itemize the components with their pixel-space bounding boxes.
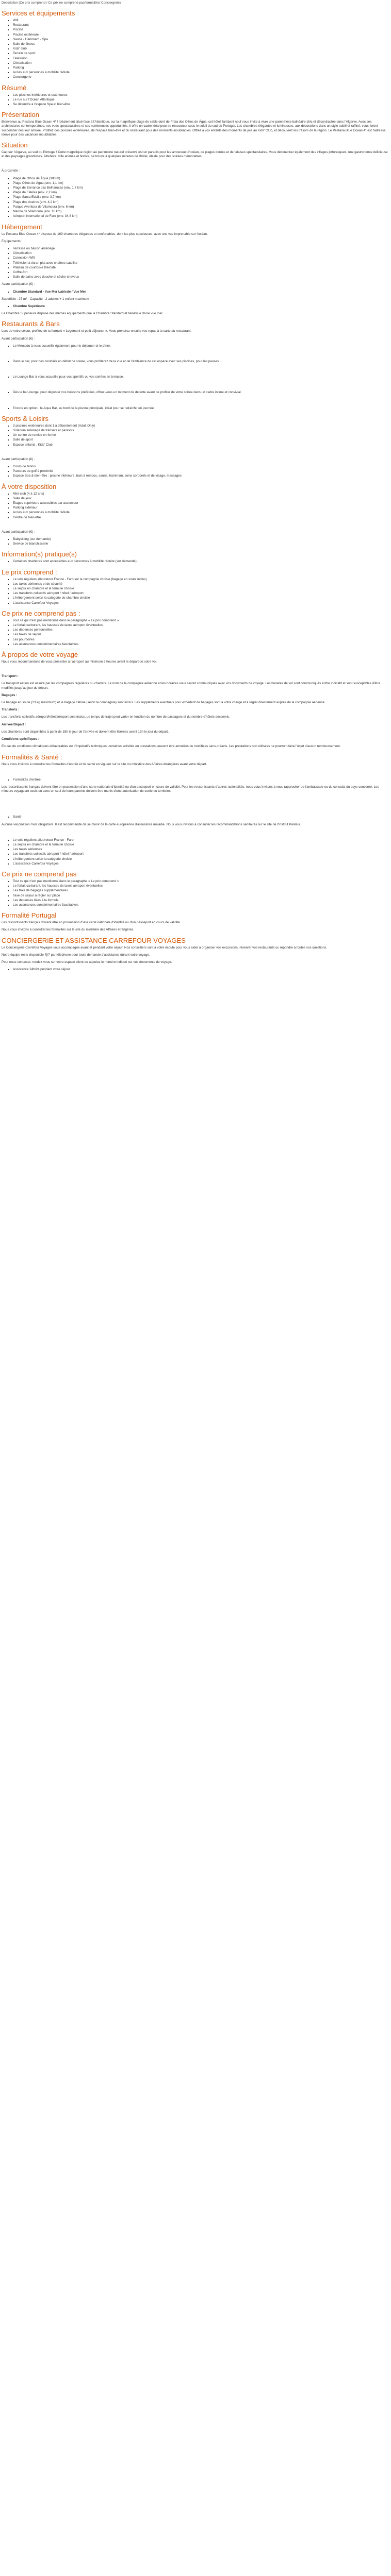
presentation-heading: Présentation bbox=[2, 111, 39, 119]
list-item: ▪ Les assurances complémentaires facultatives bbox=[13, 642, 389, 647]
transferts-label: Transferts : bbox=[2, 708, 20, 712]
list-item: ▪ Les transferts collectifs aéroport / hôtel / aéroport bbox=[13, 852, 389, 856]
list-item: ▪ Climatisation bbox=[13, 61, 389, 65]
situation-text: Cap sur l'Algarve, au sud du Portugal ! Cette magnifique région au patrimoine naturel préservé est un paradis pour les amoureux d'océan, de plages dorées et de falaises spectaculaires. Vous découvrirez également des villages pittoresques, une gastronomie délicieuse et des paysages grandioses. Albufeira, ville animée et festive, se trouve à quelques minutes de l'hôtel, idéale pour des soirées mémorables. bbox=[2, 150, 388, 159]
list-item: ▪ Kids' club bbox=[13, 47, 389, 51]
list-item: ▪ Les taxes de séjour bbox=[13, 633, 389, 637]
list-item: ▪ Mini-club (4 à 12 ans) bbox=[13, 492, 389, 496]
formalites-text: Nous vous invitons à consulter les formalités d'entrée et de santé en vigueur sur le site du ministère des Affaires étrangères avant votre départ. bbox=[2, 762, 207, 766]
list-item: ▪ Babysitting (sur demande) bbox=[13, 537, 389, 541]
list-item: ▪ Le vols réguliers aller/retour France - Faro sur la compagnie choisie (bagage en soute inclus) bbox=[13, 578, 389, 582]
list-item: ▪ Terrasse ou balcon aménagé bbox=[13, 247, 389, 251]
room-type: ▪ Chambre Supérieure bbox=[13, 304, 389, 309]
list-item: ▪ Le séjour en chambre et la formule choisie bbox=[13, 843, 389, 847]
list-item: ▪ Marina de Vilamoura (env. 10 km) bbox=[13, 210, 389, 214]
equipment-label: Équipements : bbox=[2, 239, 23, 243]
list-item: ▪ Salle de fitness bbox=[13, 42, 389, 46]
list-item: ▪ Tout ce qui n'est pas mentionné dans le paragraphe « Le prix comprend » bbox=[13, 879, 389, 884]
list-item: ▪ Les taxes aériennes bbox=[13, 848, 389, 852]
restaurants-list bbox=[2, 344, 389, 348]
formalite-portugal-text: Les ressortissants français doivent être en possession d'une carte nationale d'identité ou d'un passeport en cours de validité. bbox=[2, 921, 181, 925]
availability-label: Avant participation (€) : bbox=[2, 282, 35, 286]
equipment-list bbox=[2, 247, 389, 279]
ne-comprend-bis-list bbox=[2, 879, 389, 907]
famille-list-2 bbox=[2, 537, 389, 546]
list-item: ▪ Aéroport international de Faro (env. 34,8 km) bbox=[13, 214, 389, 218]
product-description bbox=[0, 0, 391, 972]
list-item: ▪ Le forfait carburant, les hausses de taxes aéroport éventuelles bbox=[13, 623, 389, 628]
room-list-2 bbox=[2, 304, 389, 309]
list-item: ▪ Télévision à écran plat avec chaînes satellite bbox=[13, 261, 389, 265]
list-item: ▪ Conciergerie bbox=[13, 75, 389, 79]
list-item: ▪ Certaines chambres sont accessibles aux personnes à mobilité réduite (sur demande) bbox=[13, 560, 389, 564]
list-item: ▪ Les frais de bagages supplémentaires bbox=[13, 889, 389, 893]
list-item: ▪ Piscine extérieure bbox=[13, 33, 389, 37]
list-item: ▪ Dès le bar-lounge, pour déguster vos boissons préférées, offrez-vous un moment de détente avant de profiter de votre soirée dans un cadre intime et convivial. bbox=[13, 391, 389, 395]
list-item: ▪ Un centre de remise en forme bbox=[13, 433, 389, 437]
ne-comprend-bis-heading: Ce prix ne comprend pas bbox=[2, 870, 77, 878]
sante-sub-list bbox=[2, 838, 389, 866]
restaurants-list-d bbox=[2, 391, 389, 395]
list-item: ▪ Coffre-fort bbox=[13, 270, 389, 275]
restaurants-list-e bbox=[2, 406, 389, 411]
restaurants-heading: Restaurants & Bars bbox=[2, 320, 60, 328]
restaurants-text: Lors de votre séjour, profitez de la formule « Logement et petit déjeuner ». Vous prendrez ensuite vos repas à la carte au restaurant. bbox=[2, 329, 192, 333]
hebergement-heading: Hébergement bbox=[2, 223, 42, 231]
nearby-list bbox=[2, 177, 389, 219]
list-item: ▪ Parcours de golf à proximité bbox=[13, 469, 389, 473]
prix-ne-comprend-heading: Ce prix ne comprend pas : bbox=[2, 609, 80, 617]
transferts-text: Les transferts collectifs aéroport/hôtel/aéroport sont inclus. Le temps de trajet peut varier en fonction du nombre de passagers et du nombre d'hôtels desservis. bbox=[2, 715, 230, 719]
prix-comprend-heading: Le prix comprend : bbox=[2, 568, 57, 576]
list-item: ▪ Climatisation bbox=[13, 251, 389, 256]
list-item: ▪ Cours de tennis bbox=[13, 465, 389, 469]
list-item: ▪ Les taxes aériennes et de sécurité bbox=[13, 582, 389, 586]
restaurants-avail-label: Avant participation (€) : bbox=[2, 336, 35, 341]
sports-list-2 bbox=[2, 465, 389, 479]
list-item: ▪ Encore en option : le Aqua Bar, au bord de la piscine principale, idéal pour se rafraîchir en journée. bbox=[13, 406, 389, 411]
transport-label: Transport : bbox=[2, 674, 19, 679]
infos-heading: Information(s) pratique(s) bbox=[2, 550, 77, 558]
list-item: ▪ Plage Olhos de Água (env. 1,1 km) bbox=[13, 181, 389, 185]
list-item: ▪ Espace Spa & bien-être : piscine intérieure, bain à remous, sauna, hammam, soins corporels et de visage, massages bbox=[13, 474, 389, 478]
conciergerie-text: Le Conciergerie Carrefour Voyages vous accompagne avant et pendant votre séjour. Nos conseillers sont à votre écoute pour vous aider à organiser vos excursions, réserver vos restaurants ou répondre à toutes vos questions. bbox=[2, 945, 328, 950]
services-heading: Services et équipements bbox=[2, 9, 75, 17]
resume-heading: Résumé bbox=[2, 83, 27, 92]
list-item: ▪ Dans le bar, pour des cocktails en début de soirée, vous profiterez de la vue et de l'ambiance de cet espace avec ses piscines, pour les pauses. bbox=[13, 360, 389, 364]
list-item: ▪ Service de blanchisserie bbox=[13, 542, 389, 546]
list-item: ▪ Connexion Wifi bbox=[13, 256, 389, 260]
list-item: ▪ L'assistance Carrefour Voyages bbox=[13, 862, 389, 866]
formalite-portugal-text-2: Nous vous invitons à consulter les formalités sur le site du ministère des Affaires étrangères. bbox=[2, 928, 135, 932]
formalite-portugal-heading: Formalité Portugal bbox=[2, 911, 57, 920]
propos-heading: À propos de votre voyage bbox=[2, 651, 78, 659]
conditions-label: Conditions spécifiques : bbox=[2, 737, 40, 741]
list-item: ▪ Parque Aventura de Vilamoura (env. 6 km) bbox=[13, 205, 389, 209]
famille-list bbox=[2, 492, 389, 520]
propos-text: Nous vous recommandons de vous présenter à l'aéroport au minimum 2 heures avant le départ de votre vol. bbox=[2, 660, 157, 664]
list-item: ▪ Santé bbox=[13, 815, 389, 819]
conciergerie-text-2: Notre équipe reste disponible 7j/7 par téléphone pour toute demande d'assistance durant votre voyage. bbox=[2, 953, 150, 957]
list-item: ▪ Étages supérieurs accessibles par ascenseur bbox=[13, 501, 389, 505]
list-item: ▪ Restaurant bbox=[13, 23, 389, 27]
list-item: ▪ Plage de Barranco das Belharucas (env. 1,7 km) bbox=[13, 186, 389, 190]
list-item: ▪ Terrain de sport bbox=[13, 52, 389, 56]
situation-label: À proximité : bbox=[2, 169, 20, 173]
sports-list bbox=[2, 424, 389, 447]
list-item: ▪ Accès aux personnes à mobilité réduite bbox=[13, 511, 389, 515]
formalites-list bbox=[2, 778, 389, 782]
conciergerie-text-3: Pour nous contacter, rendez-vous sur votre espace client ou appelez le numéro indiqué sur vos documents de voyage. bbox=[2, 960, 172, 964]
bagages-label: Bagages : bbox=[2, 693, 18, 697]
list-item: ▪ L'hébergement selon la catégorie de chambre choisie bbox=[13, 596, 389, 600]
restaurants-list-b bbox=[2, 360, 389, 364]
sports-heading: Sports & Loisirs bbox=[2, 414, 49, 422]
list-item: ▪ Assistance 24h/24 pendant votre séjour bbox=[13, 968, 389, 972]
list-item: ▪ Le vols réguliers aller/retour France - Faro bbox=[13, 838, 389, 842]
list-item: ▪ Le Mercado à nous accueillir également pour le déjeuner et le dîner. bbox=[13, 344, 389, 348]
sante-list bbox=[2, 815, 389, 819]
sante-detail: Aucune vaccination n'est obligatoire. Il est recommandé de se munir de la carte européenne d'assurance maladie. Nous vous invitons à consulter les recommandations sanitaires sur le site de l'Institut Pasteur. bbox=[2, 822, 301, 826]
prix-comprend-list bbox=[2, 578, 389, 605]
famille-heading: À votre disposition bbox=[2, 482, 57, 490]
list-item: ▪ Espace enfants : Kids' Club bbox=[13, 443, 389, 447]
services-list bbox=[2, 19, 389, 80]
list-item: ▪ Centre de bien-être bbox=[13, 516, 389, 520]
infos-list bbox=[2, 560, 389, 564]
conciergerie-list bbox=[2, 968, 389, 972]
list-item: ▪ Plage de Olhos de Água (300 m) bbox=[13, 177, 389, 181]
situation-heading: Situation bbox=[2, 141, 28, 149]
room-type: ▪ Chambre Standard - Vue Mer Latérale / Vue Mer bbox=[13, 290, 389, 294]
arrivee-text: Les chambres sont disponibles à partir de 15h le jour de l'arrivée et doivent être libérées avant 12h le jour du départ. bbox=[2, 730, 169, 734]
list-item: ▪ Plage da Falésia (env. 2,2 km) bbox=[13, 191, 389, 195]
list-item: ▪ Les transferts collectifs aéroport / hôtel / aéroport bbox=[13, 591, 389, 596]
list-item: ▪ Les assurances complémentaires facultatives bbox=[13, 903, 389, 907]
restaurants-list-c bbox=[2, 375, 389, 379]
resume-list bbox=[2, 93, 389, 107]
conditions-text: En cas de conditions climatiques défavorables ou d'impératifs techniques, certaines activités ou prestations peuvent être annulées ou modifiées sans préavis. Les prestations non utilisées ne pourront faire l'objet d'aucun remboursement. bbox=[2, 744, 341, 749]
list-item: ▪ Les pourboires bbox=[13, 638, 389, 642]
conciergerie-heading: CONCIERGERIE ET ASSISTANCE CARREFOUR VOYAGES bbox=[2, 936, 186, 944]
list-item: ▪ Le forfait carburant, les hausses de taxes aéroport éventuelles bbox=[13, 884, 389, 888]
list-item: ▪ Tout ce qui n'est pas mentionné dans le paragraphe « Le prix comprend » bbox=[13, 619, 389, 623]
formalites-detail: Les ressortissants français doivent être en possession d'une carte nationale d'identité ou d'un passeport en cours de validité. Pour les ressortissants d'autres nationalités, nous vous invitons à vous rapprocher de l'ambassade ou du consulat du pays concerné. Les mineurs voyageant seuls ou avec un seul de leurs parents doivent être munis d'une autorisation de sortie du territoire. bbox=[2, 785, 379, 793]
room-list bbox=[2, 290, 389, 294]
sports-avail-label: Avant participation (€) : bbox=[2, 457, 35, 461]
list-item: ▪ Se détendre à l'espace Spa et bien-être bbox=[13, 103, 389, 107]
list-item: ▪ Les dépenses liées à la formule bbox=[13, 899, 389, 903]
list-item: ▪ L'assistance Carrefour Voyages bbox=[13, 601, 389, 605]
list-item: ▪ Parking extérieur bbox=[13, 506, 389, 510]
list-item: ▪ Piscine bbox=[13, 28, 389, 32]
list-item: ▪ Parking bbox=[13, 66, 389, 70]
prix-ne-comprend-list bbox=[2, 619, 389, 647]
room-note: Superficie : 27 m² - Capacité : 2 adultes + 1 enfant maximum bbox=[2, 297, 89, 301]
list-item: ▪ Plateau de courtoisie thé/café bbox=[13, 266, 389, 270]
list-item: ▪ Wifi bbox=[13, 19, 389, 23]
room-note-2: La Chambre Supérieure dispose des mêmes équipements que la Chambre Standard et bénéficie d'une vue mer. bbox=[2, 312, 164, 316]
list-item: ▪ Taxe de séjour à régler sur place bbox=[13, 894, 389, 898]
list-item: ▪ Le Lounge Bar à vous accueille pour vos apéritifs ou vos soirées en terrasse. bbox=[13, 375, 389, 379]
list-item: ▪ Salle de jeux bbox=[13, 497, 389, 501]
list-item: ▪ Les dépenses personnelles bbox=[13, 628, 389, 632]
formalites-heading: Formalités & Santé : bbox=[2, 753, 62, 761]
list-item: ▪ Salle de sport bbox=[13, 438, 389, 442]
list-item: ▪ Les piscines intérieures et extérieures bbox=[13, 93, 389, 97]
list-item: ▪ Sauna - Hammam - Spa bbox=[13, 38, 389, 42]
list-item: ▪ Accès aux personnes à mobilité réduite bbox=[13, 71, 389, 75]
list-item: ▪ L'hébergement selon la catégorie choisie bbox=[13, 857, 389, 861]
presentation-text: Bienvenue au Pestana Blue Ocean 4* ! Idéalement situé face à l'Atlantique, sur la magnifique plage de sable doré de Praia dos Olhos de Água, cet hôtel flambant neuf vous invite à vivre une parenthèse balnéaire chic et décontractée dans l'Algarve. Avec ses architectures contemporaines, ses vues spectaculaires et ses nombreuses opportunités, il offre un cadre idéal pour se ressourcer sous le soleil du sud du Portugal. Les chambres élégantes et lumineuses, aux décorations dans un style subtil et raffiné, vous feront succomber dès leur arrivée. Profitez des piscines extérieures, de l'espace bien-être et du restaurant pour des moments inoubliables. Offrez à vos enfants des moments de joie au Kids' Club, et découvrez les trésors de la région. Le Pestana Blue Ocean 4* est l'adresse idéale pour des vacances inoubliables. bbox=[2, 120, 386, 137]
list-item: ▪ Formalités d'entrée bbox=[13, 778, 389, 782]
arrivee-label: Arrivée/Départ : bbox=[2, 722, 26, 726]
hebergement-text: Le Pestana Blue Ocean 4* dispose de 169 chambres élégantes et confortables, dont les plus spacieuses, avec une vue imprenable sur l'océan. bbox=[2, 232, 208, 236]
list-item: ▪ Télévision bbox=[13, 57, 389, 61]
list-item: ▪ Salle de bains avec douche et sèche-cheveux bbox=[13, 275, 389, 279]
list-item: ▪ Le rue sur l'Océan Atlantique bbox=[13, 98, 389, 102]
bagages-text: Le bagage en soute (23 kg maximum) et le bagage cabine (selon la compagnie) sont inclus. Les suppléments éventuels pour excédent de bagages sont à votre charge et à régler directement auprès de la compagnie aérienne. bbox=[2, 701, 325, 705]
list-item: ▪ Le séjour en chambre et la formule choisie bbox=[13, 587, 389, 591]
list-item: ▪ Solarium aménagé de transats et parasols bbox=[13, 429, 389, 433]
famille-avail-label: Avant participation (€) : bbox=[2, 530, 35, 534]
list-item: ▪ 3 piscines extérieures dont 1 à débordement (Adult Only) bbox=[13, 424, 389, 428]
description-intro: Description (Ce prix comprend / Ce prix ne comprend pas/formalités/ Conciergerie) bbox=[2, 1, 121, 5]
list-item: ▪ Plage dos Aveiros (env. 4,2 km) bbox=[13, 200, 389, 205]
transport-text: Le transport aérien est assuré par les compagnies régulières ou charters. Le nom de la compagnie aérienne et les horaires vous seront communiqués avec vos documents de voyage. Les horaires de vol sont communiqués à titre indicatif et sont susceptibles d'être modifiés jusqu'au jour du départ. bbox=[2, 682, 381, 690]
list-item: ▪ Plage Santa Eulália (env. 3,7 km) bbox=[13, 195, 389, 199]
